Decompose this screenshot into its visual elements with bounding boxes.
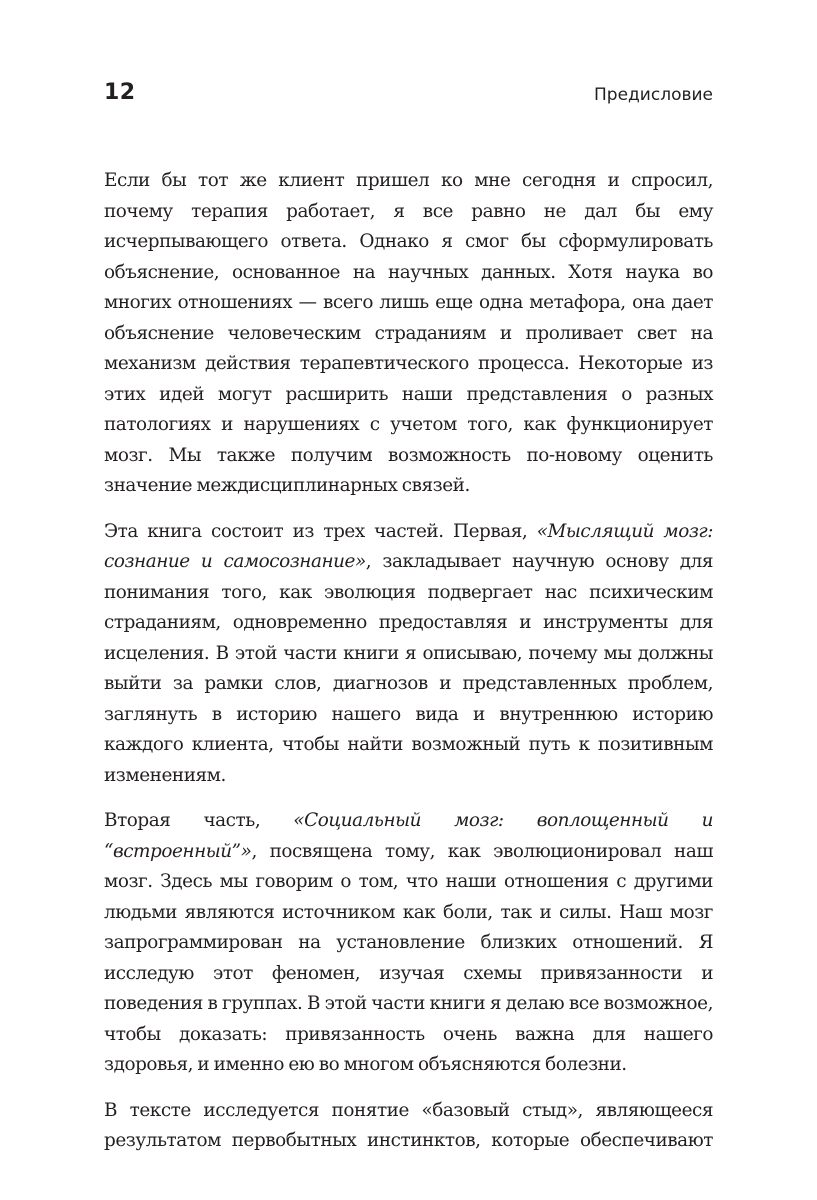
paragraph-2-lead: Эта книга состоит из трех частей. Первая, <box>104 520 537 542</box>
body-text <box>104 166 713 1172</box>
page-number: 12 <box>104 80 136 105</box>
part-one-title: «Мыслящий мозг: сознание и самосознание» <box>104 520 713 572</box>
paragraph-4: В тексте исследуется понятие «базовый стыд», являющееся результатом первобытных инстинктов, которые обеспечивают <box>104 1099 713 1151</box>
paragraph-1: Если бы тот же клиент пришел ко мне сегодня и спросил, почему терапия работает, я все равно не дал бы ему исчерпывающего ответа. Однако я смог бы сформулировать объяснение, основанное на научных данных. Хотя наука во многих отношениях — всего лишь еще одна метафора, она дает объяснение человеческим страданиям и проливает свет на механизм действия терапевтического процесса. Некоторые из этих идей могут расширить наши представления о разных патологиях и нарушениях с учетом того, как функционирует мозг. Мы также получим возможность по-новому оценить значение междисциплинарных связей. <box>104 170 713 496</box>
running-head-title: Предисловие <box>594 85 713 105</box>
paragraph-2-rest: , закладывает научную основу для понимания того, как эволюция подвергает нас психическим страданиям, одновременно предоставляя и инструменты для исцеления. В этой части книги я описываю, почему мы должны выйти за рамки слов, диагнозов и представленных проблем, заглянуть в историю нашего вида и внутреннюю историю каждого клиента, чтобы найти возможный путь к позитивным изменениям. <box>104 551 714 786</box>
paragraph-3 <box>104 806 713 1081</box>
paragraph-3-lead: Вторая часть, <box>104 810 294 831</box>
part-two-title: «Социальный мозг: воплощенный и “встроенный”» <box>104 810 713 862</box>
paragraph-2 <box>104 517 713 792</box>
paragraph-3-rest: , посвящена тому, как эволюционировал наш мозг. Здесь мы говорим о том, что наши отношения с другими людьми являются источником как боли, так и силы. Наш мозг запрограммирован на установление близких отношений. Я исследую этот феномен, изучая схемы привязанности и поведения в группах. В этой части книги я делаю все возможное, чтобы доказать: привязанность очень важна для нашего здоровья, и именно ею во многом объясняются болезни. <box>104 840 713 1075</box>
